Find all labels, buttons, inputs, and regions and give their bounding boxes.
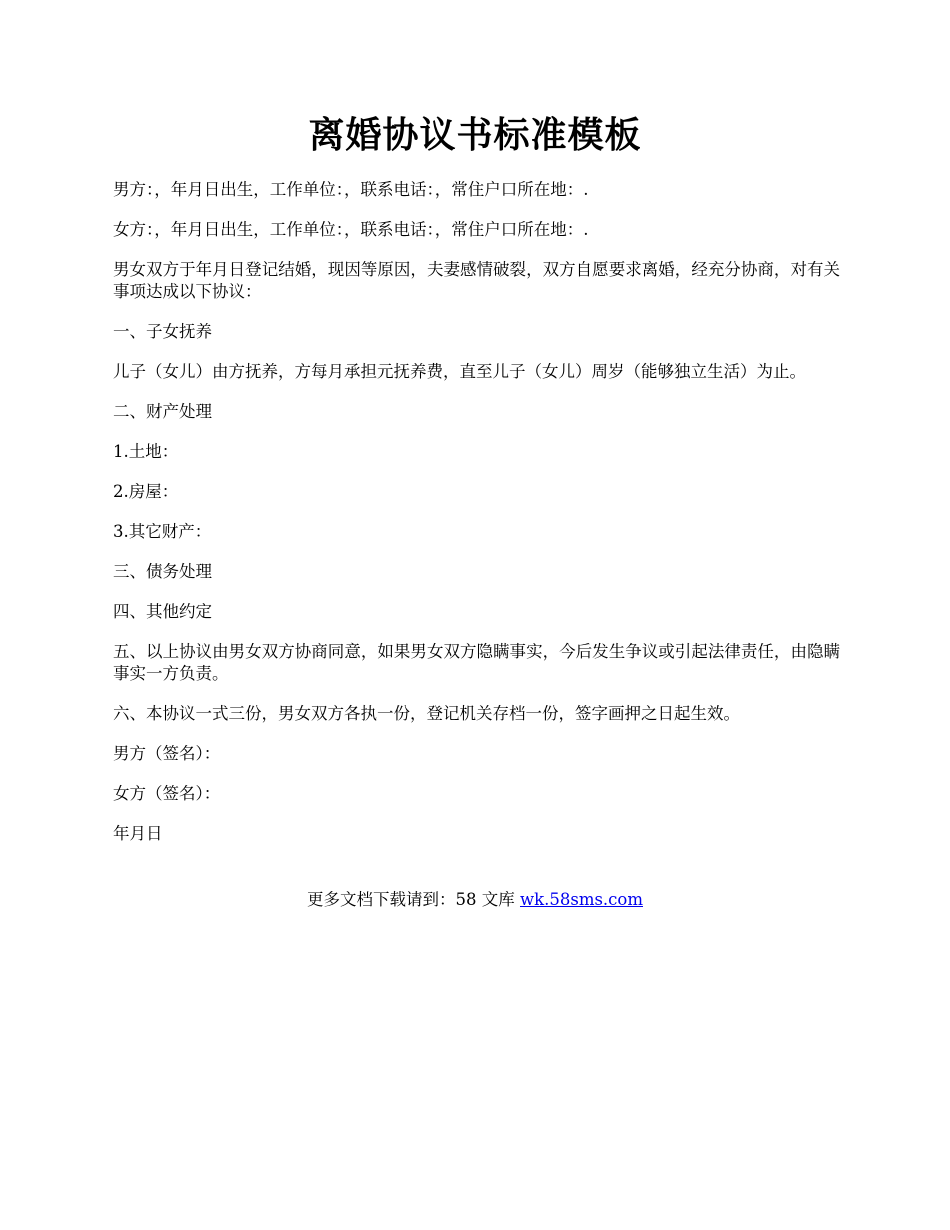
male-party-info: 男方：，年月日出生，工作单位：，联系电话：，常住户口所在地：. xyxy=(113,180,589,199)
download-footer xyxy=(0,889,950,911)
female-signature-line: 女方（签名）： xyxy=(113,784,221,803)
copies-clause: 六、本协议一式三份，男女双方各执一份，登记机关存档一份，签字画押之日起生效。 xyxy=(113,704,740,723)
section-heading-other-terms: 四、其他约定 xyxy=(113,602,212,621)
section-heading-debt: 三、债务处理 xyxy=(113,562,212,581)
section-heading-property: 二、财产处理 xyxy=(113,402,212,421)
liability-clause: 五、以上协议由男女双方协商同意，如果男女双方隐瞒事实，今后发生争议或引起法律责任，由隐瞒事实一方负责。 xyxy=(113,642,840,683)
female-party-info: 女方：，年月日出生，工作单位：，联系电话：，常住户口所在地：. xyxy=(113,220,589,239)
section-heading-child-custody: 一、子女抚养 xyxy=(113,322,212,341)
marriage-statement: 男女双方于年月日登记结婚，现因等原因，夫妻感情破裂，双方自愿要求离婚，经充分协商，对有关事项达成以下协议： xyxy=(113,260,840,301)
property-item-land: 1.土地： xyxy=(113,442,179,461)
document-title: 离婚协议书标准模板 xyxy=(308,115,642,156)
child-custody-clause: 儿子（女儿）由方抚养，方每月承担元抚养费，直至儿子（女儿）周岁（能够独立生活）为止。 xyxy=(113,362,806,381)
male-signature-line: 男方（签名）： xyxy=(113,744,221,763)
property-item-other: 3.其它财产： xyxy=(113,522,212,541)
document-body xyxy=(113,179,840,863)
date-line: 年月日 xyxy=(113,824,163,843)
footer-link[interactable]: wk.58sms.com xyxy=(519,890,643,909)
property-item-house: 2.房屋： xyxy=(113,482,179,501)
footer-text: 更多文档下载请到：58 文库 xyxy=(306,890,520,909)
